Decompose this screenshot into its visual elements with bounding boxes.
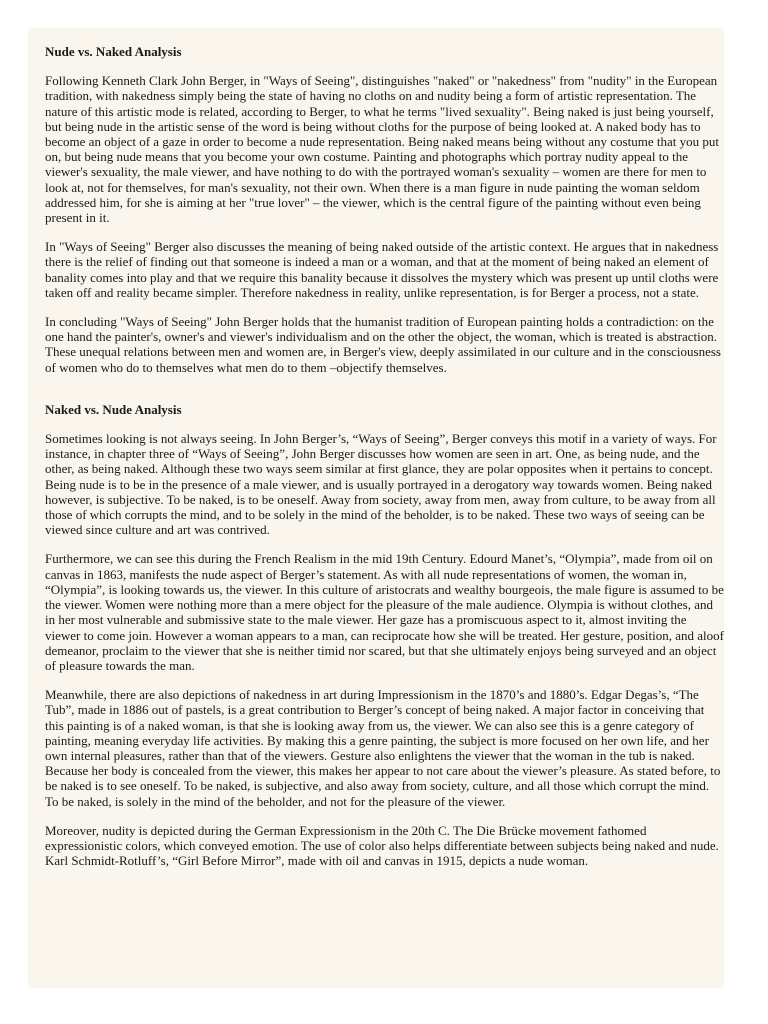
section-2-heading: Naked vs. Nude Analysis bbox=[45, 401, 182, 417]
document-content bbox=[28, 28, 724, 868]
section-2-paragraph-2: Furthermore, we can see this during the French Realism in the mid 19th Century. Edourd Manet’s, “Olympia”, made from oil on canvas in 1863, manifests the nude aspect of Berger’s statement. As with all nude representations of women, the woman in, “Olympia”, is looking towards us, the viewer. In this culture of aristocrats and wealthy bourgeois, the male figure is assumed to be the viewer. Women were nothing more than a mere object for the pleasure of the male audience. Olympia is without clothes, and in her most vulnerable and submissive state to the male viewer. Her gaze has a promiscuous aspect to it, almost inviting the viewer to come join. However a woman appears to a man, can reciprocate how she will be treated. Her gesture, position, and aloof demeanor, proclaim to the viewer that she is neither timid nor scared, but that she ultimately enjoys being surveyed and an object of pleasure towards the man. bbox=[45, 551, 724, 673]
section-1-paragraph-1: Following Kenneth Clark John Berger, in "Ways of Seeing", distinguishes "naked" or "nakedness" from "nudity" in the European tradition, with nakedness simply being the state of having no cloths on and nudity being a form of artistic representation. The nature of this artistic mode is related, according to Berger, to what he terms "lived sexuality". Being naked is just being yourself, but being nude in the artistic sense of the word is being without cloths for the purpose of being looked at. A naked body has to become an object of a gaze in order to become a nude representation. Being naked means being without any costume that you put on, but being nude means that you become your own costume. Painting and photographs which portray nudity appeal to the viewer's sexuality, the male viewer, and have nothing to do with the portrayed woman's sexuality – women are there for men to look at, not for themselves, for man's sexuality, not their own. When there is a man figure in nude painting the woman seldom addressed him, for she is aiming at her "true lover" – the viewer, which is the central figure of the painting without even being present in it. bbox=[45, 73, 719, 226]
section-1-paragraph-2: In "Ways of Seeing" Berger also discusses the meaning of being naked outside of the artistic context. He argues that in nakedness there is the relief of finding out that someone is indeed a man or a woman, and that at the moment of being naked an element of banality comes into play and that we require this banality because it dissolves the mystery which was present up until cloths were taken off and reality became simpler. Therefore nakedness in reality, unlike representation, is for Berger a process, not a state. bbox=[45, 239, 719, 300]
section-2-paragraph-3: Meanwhile, there are also depictions of nakedness in art during Impressionism in the 1870’s and 1880’s. Edgar Degas’s, “The Tub”, made in 1886 out of pastels, is a great contribution to Berger’s concept of being naked. A major factor in conceiving that this painting is of a naked woman, is that she is looking away from us, the viewer. We can also see this is a genre category of painting, meaning everyday life activities. By making this a genre painting, the subject is more focused on her own life, and her own internal pleasures, rather than that of the viewers. Gesture also enlightens the viewer that the woman in the tub is naked. Because her body is concealed from the viewer, this makes her appear to not care about the viewer’s pleasure. As stated before, to be naked is to see oneself. To be naked, is subjective, and also away from society, culture, and all those which corrupt the mind. To be naked, is solely in the mind of the beholder, and not for the pleasure of the viewer. bbox=[45, 687, 721, 809]
section-2-paragraph-1: Sometimes looking is not always seeing. In John Berger’s, “Ways of Seeing”, Berger conveys this motif in a variety of ways. For instance, in chapter three of “Ways of Seeing”, John Berger discusses how women are seen in art. One, as being nude, and the other, as being naked. Although these two ways seem similar at first glance, they are polar opposites when it pertains to concept. Being nude is to be in the presence of a male viewer, and is usually portrayed in a derogatory way towards women. Being naked however, is subjective. To be naked, is to be oneself. Away from society, away from men, away from culture, to be away from all those of which corrupts the mind, and to be solely in the mind of the beholder, is to be naked. These two ways of seeing can be viewed since culture and art was contrived. bbox=[45, 431, 717, 538]
document-page bbox=[28, 28, 724, 988]
section-1-paragraph-3: In concluding "Ways of Seeing" John Berger holds that the humanist tradition of European painting holds a contradiction: on the one hand the painter's, owner's and viewer's individualism and on the other the object, the woman, which is treated is abstraction. These unequal relations between men and women are, in Berger's view, deeply assimilated in our culture and in the consciousness of women who do to themselves what men do to them –objectify themselves. bbox=[45, 314, 721, 375]
section-2-paragraph-4: Moreover, nudity is depicted during the German Expressionism in the 20th C. The Die Brücke movement fathomed expressionistic colors, which conveyed emotion. The use of color also helps differentiate between subjects being naked and nude. Karl Schmidt-Rotluff’s, “Girl Before Mirror”, made with oil and canvas in 1915, depicts a nude woman. bbox=[45, 822, 719, 869]
section-1-heading: Nude vs. Naked Analysis bbox=[45, 44, 182, 59]
